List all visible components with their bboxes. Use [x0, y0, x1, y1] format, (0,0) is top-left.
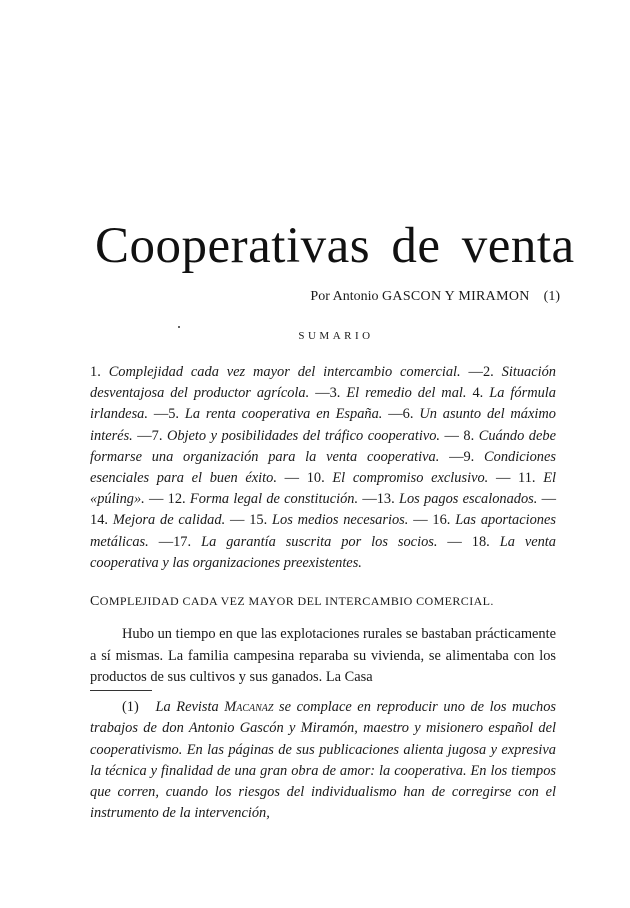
sumario-item-text: Las aportaciones metálicas.	[90, 512, 556, 550]
footnote-text-rest: se complace en reproducir uno de los muchos trabajos de don Antonio Gascón y Miramón, maestro y misionero español del cooperativismo. En las páginas de sus publicaciones alienta jugosa y expresiva la técnica y finalidad de una gran obra de amor: la cooperativa. En los tiempos que corren, cuando los riesgos del individualismo han de corregirse con el instrumento de la intervención,	[90, 699, 556, 822]
sumario-item-number: —13.	[362, 491, 395, 508]
stray-dot-mark	[178, 326, 180, 328]
sumario-item-number: — 15.	[230, 512, 268, 529]
sumario-item-text: El remedio del mal.	[346, 385, 467, 402]
byline-note-mark: (1)	[543, 289, 560, 304]
sumario-item-text: El compromiso exclusivo.	[332, 470, 489, 487]
sumario-item-text: La renta cooperativa en España.	[184, 406, 383, 423]
sumario-item-number: —7.	[137, 427, 163, 444]
footnote-journal-name: Macanaz	[224, 699, 274, 715]
sumario-item-text: Los medios necesarios.	[272, 512, 409, 529]
sumario-item-text: Situación desventajosa del productor agrícola.	[90, 364, 556, 402]
sumario-item-text: Forma legal de constitución.	[189, 491, 359, 508]
sumario-item-number: — 16.	[413, 512, 451, 529]
sumario-item-number: —3.	[315, 385, 341, 402]
sumario-heading: SUMARIO	[298, 330, 374, 342]
sumario-item-text: El «púling».	[90, 470, 556, 508]
sumario-item-text: Condiciones esenciales para el buen éxito.	[90, 448, 556, 487]
sumario-item-text: Objeto y posibilidades del tráfico cooperativo.	[166, 427, 441, 444]
section-heading	[90, 593, 570, 610]
sumario-item-text: Mejora de calidad.	[112, 512, 226, 529]
sumario-item-text: La garantía suscrita por los socios.	[201, 533, 438, 550]
sumario-item-text: Un asunto del máximo interés.	[90, 406, 556, 444]
section-heading-text: OMPLEJIDAD CADA VEZ MAYOR DEL INTERCAMBIO COMERCIAL.	[99, 594, 494, 608]
sumario-item-number: — 18.	[447, 533, 490, 550]
sumario-item-number: — 10.	[284, 470, 325, 487]
sumario-item-number: —2.	[468, 364, 494, 380]
sumario-item-number: —17.	[158, 533, 192, 550]
byline-author: GASCON Y MIRAMON	[382, 289, 530, 304]
sumario-item-number: —9.	[449, 448, 475, 465]
footnote-rule	[90, 690, 152, 691]
sumario-item-text: Cuándo debe formarse una organización para la venta cooperativa.	[90, 427, 556, 465]
footnote	[90, 697, 556, 825]
sumario-item-number: — 12.	[149, 491, 186, 508]
body-paragraph: Hubo un tiempo en que las explotaciones rurales se bastaban prácticamente a sí mismas. La familia campesina reparaba su vivienda, se alimentaba con los productos de sus cultivos y sus ganados. La Casa	[90, 626, 556, 685]
sumario-item-number: — 11.	[495, 470, 536, 487]
sumario-item-number: 4.	[472, 385, 484, 402]
sumario-item-text: La venta cooperativa y las organizaciones preexistentes.	[90, 533, 557, 571]
article-title: Cooperativas de venta	[95, 218, 575, 274]
sumario-item-number: 1.	[90, 364, 101, 380]
footnote-text-start: La Revista	[155, 699, 219, 715]
sumario-item-text: Complejidad cada vez mayor del intercambio comercial.	[108, 364, 461, 380]
byline	[0, 288, 560, 306]
footnote-mark: (1)	[122, 699, 139, 715]
sumario-item-number: — 8.	[444, 427, 475, 444]
byline-prefix: Por Antonio	[310, 289, 379, 304]
sumario-item-number: — 14.	[90, 491, 557, 529]
sumario-list	[90, 362, 556, 574]
sumario-item-number: —5.	[153, 406, 180, 423]
section-heading-initial: C	[90, 594, 100, 609]
sumario-item-number: —6.	[388, 406, 414, 423]
sumario-item-text: Los pagos escalonados.	[398, 491, 538, 508]
sumario-item-text: La fórmula irlandesa.	[90, 385, 556, 423]
